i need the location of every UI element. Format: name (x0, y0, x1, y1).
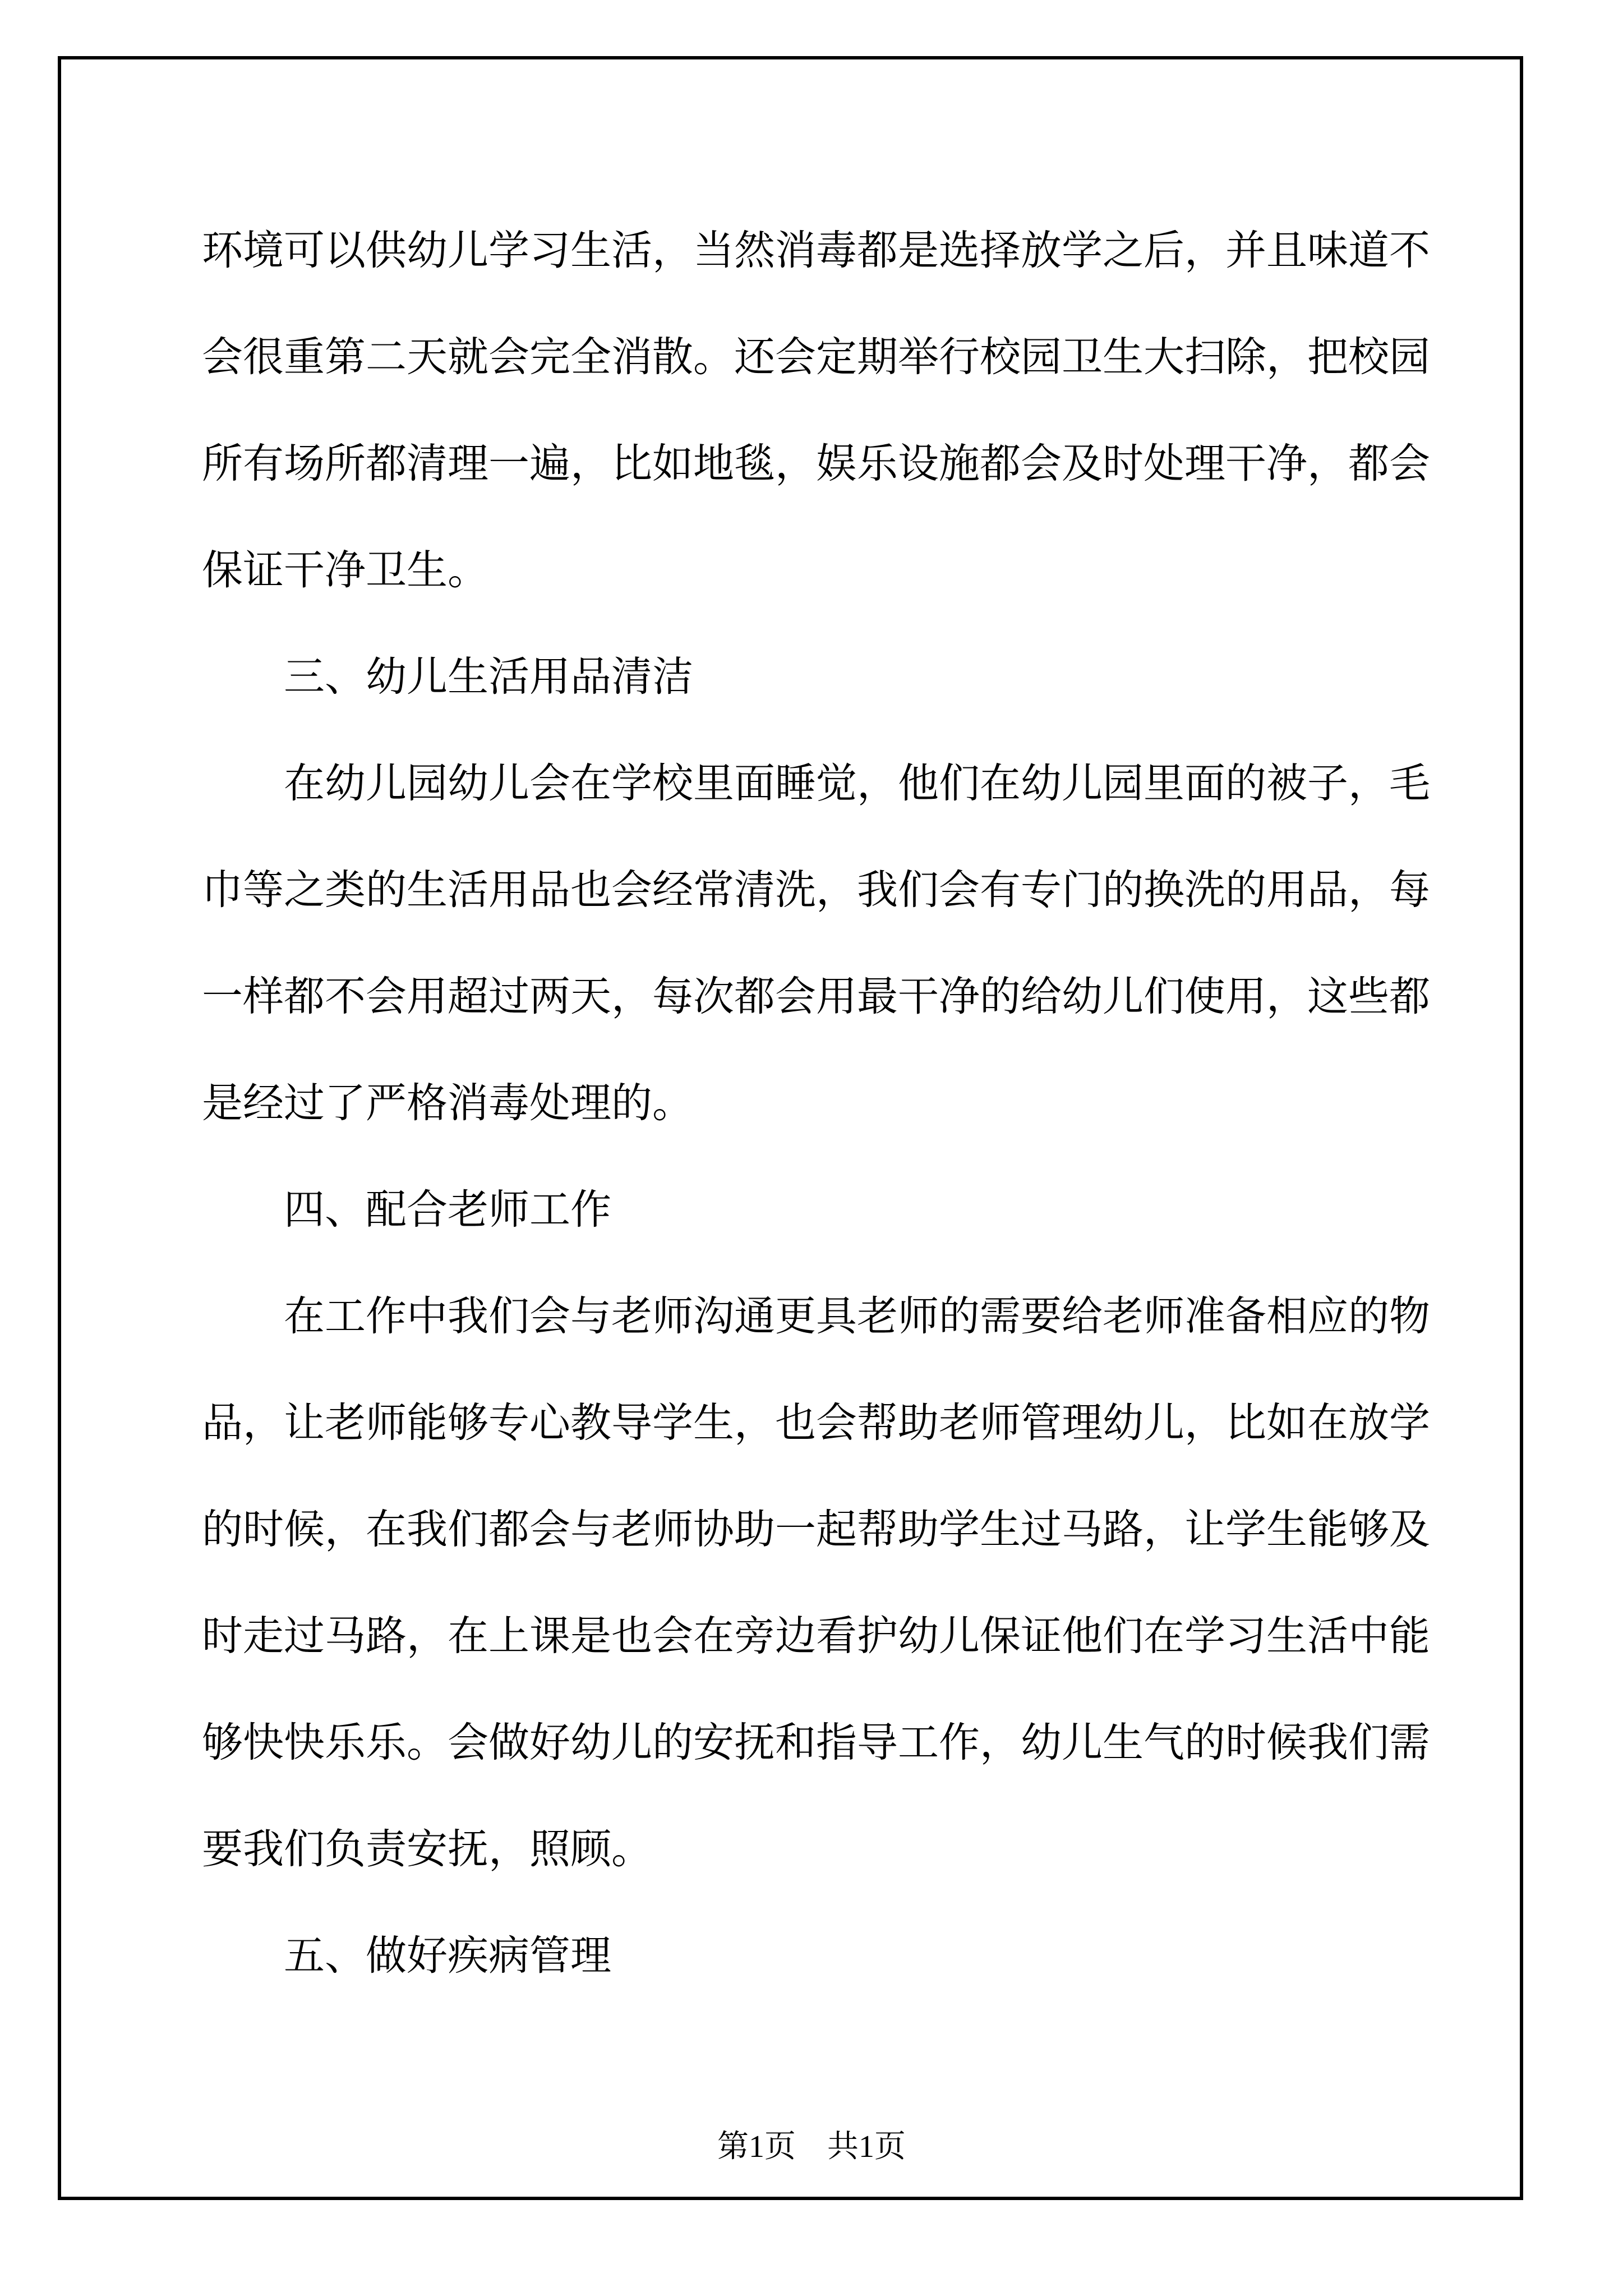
page-footer (0, 2122, 1623, 2172)
text-line: 在工作中我们会与老师沟通更具老师的需要给老师准备相应的物 (284, 1294, 1430, 1339)
text-line: 一样都不会用超过两天，每次都会用最干净的给幼儿们使用，这些都 (202, 974, 1430, 1019)
text-line: 在幼儿园幼儿会在学校里面睡觉，他们在幼儿园里面的被子，毛 (284, 761, 1430, 806)
text-line: 品，让老师能够专心教导学生，也会帮助老师管理幼儿，比如在放学 (202, 1400, 1430, 1446)
document-body (202, 197, 1436, 2009)
text-line: 所有场所都清理一遍，比如地毯，娱乐设施都会及时处理干净，都会 (202, 441, 1430, 486)
text-line: 五、做好疾病管理 (284, 1933, 611, 1978)
text-line: 时走过马路，在上课是也会在旁边看护幼儿保证他们在学习生活中能 (202, 1613, 1430, 1659)
page-number: 第1页 共1页 (717, 2129, 906, 2164)
text-line: 是经过了严格消毒处理的。 (202, 1080, 693, 1126)
text-line: 的时候，在我们都会与老师协助一起帮助学生过马路，让学生能够及 (202, 1507, 1430, 1552)
text-line: 会很重第二天就会完全消散。还会定期举行校园卫生大扫除，把校园 (202, 334, 1430, 380)
text-line: 三、幼儿生活用品清洁 (284, 654, 693, 700)
text-line: 要我们负责安抚，照顾。 (202, 1826, 652, 1872)
text-line: 保证干净卫生。 (202, 547, 488, 593)
text-line: 够快快乐乐。会做好幼儿的安抚和指导工作，幼儿生气的时候我们需 (202, 1720, 1430, 1765)
text-line: 环境可以供幼儿学习生活，当然消毒都是选择放学之后，并且味道不 (202, 228, 1430, 273)
text-line: 巾等之类的生活用品也会经常清洗，我们会有专门的换洗的用品，每 (202, 867, 1430, 913)
text-line: 四、配合老师工作 (284, 1187, 611, 1232)
